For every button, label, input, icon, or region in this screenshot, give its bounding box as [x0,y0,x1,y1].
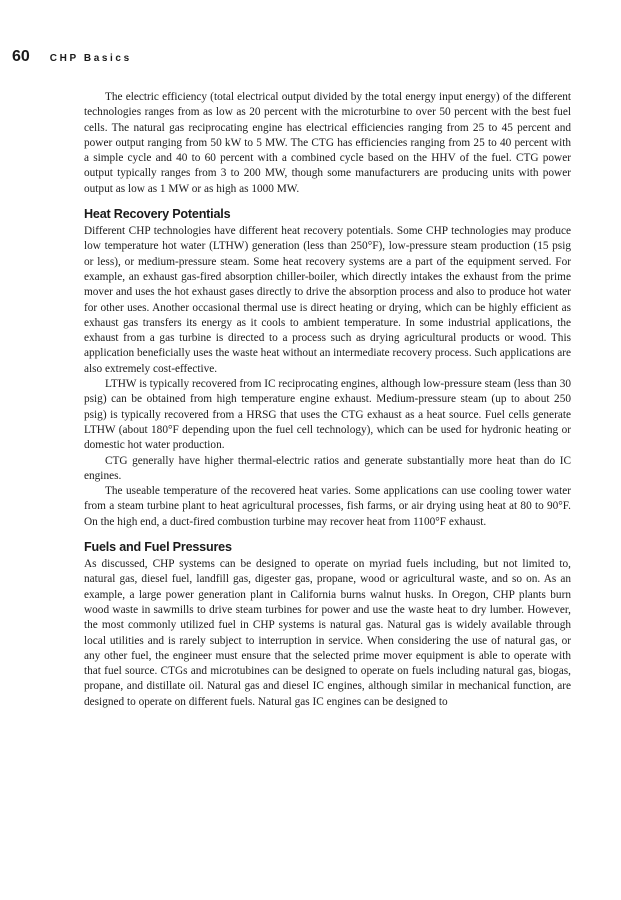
paragraph-fuels: As discussed, CHP systems can be designed to operate on myriad fuels including, but not limited to, natural gas, diesel fuel, landfill gas, digester gas, propane, wood or agricultural waste, and so on. As an example, a large power generation plant in California burns walnut husks. In Oregon, CHP plants burn wood waste in sawmills to drive steam turbines for power and use the waste heat to dry lumber. However, the most commonly utilized fuel in CHP systems is natural gas. Natural gas is widely available through local utilities and is rarely subject to interruption in service. When considering the use of natural gas, or any other fuel, the engineer must ensure that the selected prime mover equipment is able to operate with that fuel source. CTGs and microtubines can be designed to operate on fuels including natural gas, biogas, propane, and distillate oil. Natural gas and diesel IC engines, although similar in mechanical function, are designed to operate on different fuels. Natural gas IC engines can be designed to [84,558,571,708]
section-heading-heat-recovery: Heat Recovery Potentials [84,207,231,222]
running-head [12,48,132,68]
page-body [84,90,571,710]
paragraph-heat-recovery-potentials: Different CHP technologies have different heat recovery potentials. Some CHP technologies may produce low temperature hot water (LTHW) generation (less than 250°F), low-pressure steam production (15 psig or less), or medium-pressure steam. Some heat recovery systems are a part of the equipment served. For example, an exhaust gas-fired absorption chiller-boiler, which directly intakes the exhaust from the prime mover and uses the hot exhaust gases directly to drive the absorption process and also to produce hot water for other uses. Another occasional thermal use is direct heating or drying, which can be highly efficient as exhaust gas transfers its energy as it cools to ambient temperature. In some industrial applications, the exhaust from a gas turbine is directed to a process such as drying agricultural products or wood. This application beneficially uses the waste heat without an intermediate recovery process. Such applications are also extremely cost-effective. [84,225,571,375]
paragraph-useable-temperature: The useable temperature of the recovered heat varies. Some applications can use cooling tower water from a steam turbine plant to heat agricultural processes, fish farms, or air drying using heat at 80 to 90°F. On the high end, a duct-fired combustion turbine may recover heat from 1100°F exhaust. [84,485,571,528]
running-title: CHP Basics [49,53,132,64]
paragraph-ctg-ratios: CTG generally have higher thermal-electric ratios and generate substantially more heat than do IC engines. [84,454,571,482]
page-number: 60 [12,48,30,65]
paragraph-lthw: LTHW is typically recovered from IC reciprocating engines, although low-pressure steam (less than 30 psig) can be obtained from high temperature engine exhaust. Medium-pressure steam (up to about 250 psig) is typically recovered from a HRSG that uses the CTG exhaust as a heat source. Fuel cells generate LTHW (about 180°F depending upon the fuel cell technology), which can be used for hydronic heating or domestic hot water production. [84,378,571,452]
section-heading-fuels: Fuels and Fuel Pressures [84,540,232,555]
paragraph-electric-efficiency: The electric efficiency (total electrical output divided by the total energy input energy) of the different technologies ranges from as low as 20 percent with the microturbine to over 50 percent with the best fuel cells. The natural gas reciprocating engine has electrical efficiencies ranging from 25 to 45 percent and power output ranging from 50 kW to 5 MW. The CTG has efficiencies ranging from 25 to 40 percent with a simple cycle and 40 to 60 percent with a combined cycle based on the HHV of the fuel. CTG power output typically ranges from 3 to 200 MW, though some manufacturers are producing units with power output as low as 1 MW or as high as 1000 MW. [84,91,571,195]
